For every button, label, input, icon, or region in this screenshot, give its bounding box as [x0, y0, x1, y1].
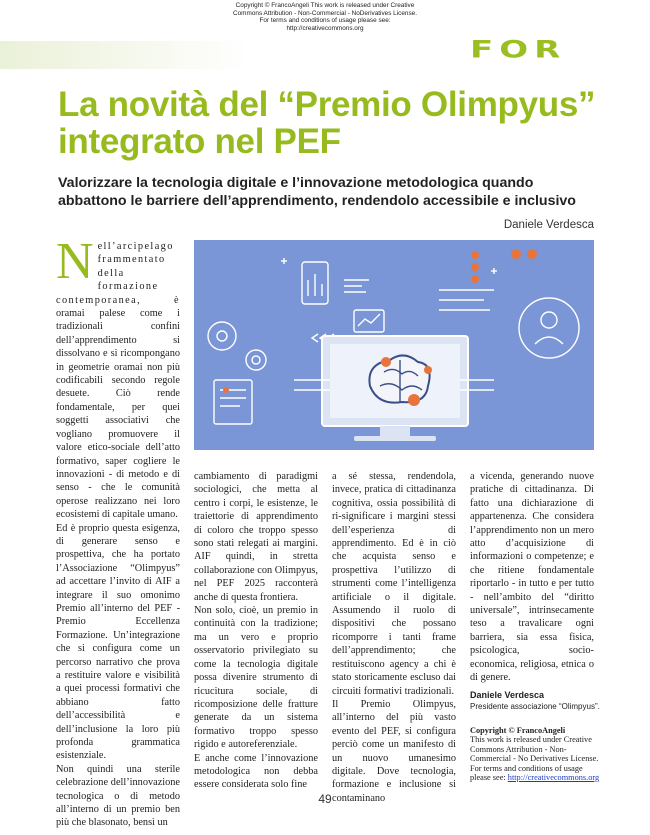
- creative-commons-link[interactable]: http://creativecommons.org: [507, 773, 600, 783]
- text-column-4: [470, 470, 594, 685]
- paragraph: Ed è proprio questa esigenza, di generare senso e prospettiva, che ha portato l’Associazione “Olimpyus” ad accettare l’invito di AIF a integrare il suo omonimo Premio all’interno del PEF - Premio Eccellenza Formazione. Un’integrazione che si configura come un percorso narrativo che prova a restituire valore e visibilità a quei processi formativi che abbiano fatto dell’accessibilità e dell’inclusione la loro più profonda grammatica esistenziale.: [56, 522, 180, 762]
- text-column-1: [56, 233, 180, 830]
- paragraph: Non quindi una sterile celebrazione dell’innovazione tecnologica o di metodo all’interno di un premio ben più che blasonato, bensì un: [56, 763, 180, 829]
- page-number: 49: [318, 792, 332, 806]
- header-band: [0, 41, 250, 69]
- paragraph: a vicenda, generando nuove pratiche di cittadinanza. Di fatto una dichiarazione di appartenenza. Che considera l’apprendimento non un mero atto d’acquisizione di informazioni o competenze; e che ritiene fondamentale riportarlo - in tutto e per tutto - nell’ambito del “diritto universale”, intrinsecamente teso a travalicare ogni barriera, sia essa fisica, psicologica, socio-economica, religiosa, etnica o di genere.: [470, 471, 594, 684]
- text-column-2: [194, 470, 318, 792]
- paragraph: a sé stessa, rendendola, invece, pratica di cittadinanza cognitiva, ossia possibilità di ri-significare i margini stessi dell’esperienza di apprendimento. Ed è in ciò che acquista senso e prospettiva l’utilizzo di strumenti come l’intelligenza artificiale o il digitale. Assumendo il ruolo di dispositivi che possano ricomporre i tanti frame dell’apprendimento; che restituiscono agency a chi è stato storicamente escluso dai circuiti formativi tradizionali.: [332, 471, 456, 697]
- paragraph: oramai palese come i tradizionali confini dell’apprendimento si dissolvano e si ricompongano in geometrie oramai non più codificabili secondo regole desuete. Ciò rende fondamentale, per quei soggetti associativi che vogliano promuovere il valore etico-sociale dell’atto formativo, saper cogliere le innovazioni - di metodo e di senso - che le comunità operose realizzano nei loro ecosistemi di capitale umano.: [56, 308, 180, 521]
- copyright-box-head: Copyright © FrancoAngeli: [470, 726, 566, 735]
- signature-role: Presidente associazione “Olimpyus”.: [470, 702, 600, 711]
- paragraph: cambiamento di paradigmi sociologici, che metta al centro i corpi, le esistenze, le traiettorie di apprendimento di coloro che troppo spesso sono stati relegati ai margini. AIF quindi, in stretta collaborazione con Olimpyus, nel PEF 2025 racconterà anche di questa frontiera.: [194, 471, 318, 603]
- article-subtitle: Valorizzare la tecnologia digitale e l’innovazione metodologica quando abbattono le barriere dell’apprendimento, rendendolo accessibile e inclusivo: [58, 175, 576, 209]
- copyright-line: Copyright © FrancoAngeli This work is released under Creative: [235, 2, 415, 9]
- copyright-line: Commons Attribution - Non-Commercial - NoDerivatives License.: [233, 9, 417, 17]
- paragraph: Non solo, cioè, un premio in continuità con la tradizione; ma un vero e proprio osservatorio privilegiato su come la tecnologia digitale possa divenire strumento di ricucitura sociale, di ricomposizione delle fratture generate da un sistema formativo troppo spesso rigido e autoreferenziale.: [194, 605, 318, 751]
- text-column-3: [332, 470, 456, 805]
- paragraph: Il Premio Olimpyus, all’interno del più vasto evento del PEF, si configura perciò come un manifesto di un nuovo umanesimo digitale. Dove tecnologia, formazione e inclusione si contaminano: [332, 698, 456, 804]
- drop-cap: N: [56, 233, 94, 290]
- author-signature: [470, 690, 600, 711]
- section-tag: FOR: [470, 36, 567, 64]
- copyright-box-text: This work is released under Creative Commons Attribution - Non-Commercial - No Derivatives License. For terms and conditions of usage please see:: [470, 735, 599, 783]
- copyright-line: For terms and conditions of usage please see:: [259, 17, 391, 25]
- lead-text: ell’arcipelago frammentato della formazione contemporanea, è: [56, 241, 180, 306]
- copyright-line: http://creativecommons.org: [286, 24, 364, 32]
- article-author: Daniele Verdesca: [503, 219, 594, 231]
- signature-name: Daniele Verdesca: [470, 690, 545, 700]
- article-title: La novità del “Premio Olimpyus” integrato nel PEF: [58, 85, 596, 161]
- paragraph: E anche come l’innovazione metodologica non debba essere considerata solo fine: [194, 752, 318, 791]
- copyright-notice-top: [200, 2, 450, 32]
- illustration-digital-brain: [194, 240, 594, 450]
- copyright-box: [470, 726, 600, 782]
